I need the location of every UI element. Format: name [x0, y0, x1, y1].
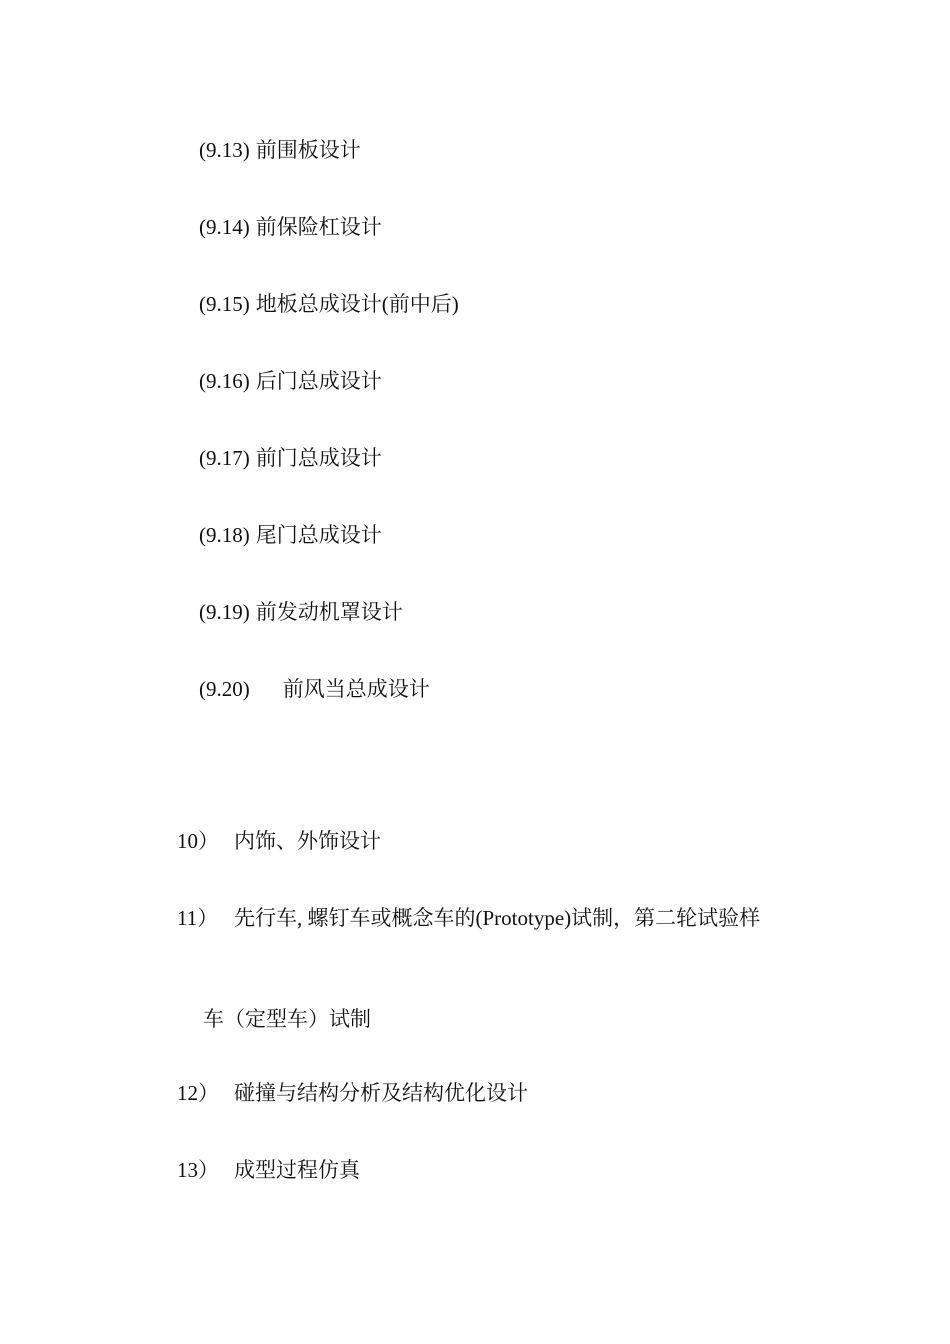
- item-number: (9.14): [199, 215, 250, 239]
- item-text: 前门总成设计: [255, 446, 382, 470]
- item-text: 后门总成设计: [255, 369, 382, 393]
- item-text: 前保险杠设计: [255, 215, 382, 239]
- main-item-11: [177, 904, 760, 932]
- item-number: (9.20): [199, 677, 250, 701]
- item-number: (9.18): [199, 523, 250, 547]
- item-text: 前围板设计: [255, 138, 361, 162]
- item-number: (9.16): [199, 369, 250, 393]
- item-number: 12）: [177, 1081, 219, 1105]
- item-text: 前发动机罩设计: [255, 600, 403, 624]
- sub-item-9-15: [199, 290, 459, 318]
- sub-item-9-13: [199, 136, 361, 164]
- sub-item-9-17: [199, 444, 382, 472]
- item-number: 13）: [177, 1158, 219, 1182]
- item-text: 内饰、外饰设计: [234, 829, 381, 853]
- item-number: 10）: [177, 829, 219, 853]
- sub-item-9-16: [199, 367, 382, 395]
- item-number: (9.17): [199, 446, 250, 470]
- sub-item-9-18: [199, 521, 382, 549]
- item-number: (9.15): [199, 292, 250, 316]
- sub-item-9-14: [199, 213, 382, 241]
- item-text: 地板总成设计(前中后): [255, 292, 459, 316]
- item-text: 先行车, 螺钉车或概念车的(Prototype)试制，第二轮试验样: [234, 906, 761, 930]
- item-number: 11）: [177, 906, 219, 930]
- item-number: (9.19): [199, 600, 250, 624]
- item-text: 前风当总成设计: [282, 677, 430, 701]
- item-text: 成型过程仿真: [234, 1158, 360, 1182]
- main-item-12: [177, 1079, 528, 1107]
- item-number: (9.13): [199, 138, 250, 162]
- item-text: 尾门总成设计: [255, 523, 382, 547]
- main-item-13: [177, 1156, 360, 1184]
- main-item-11-continuation: 车（定型车）试制: [203, 1007, 371, 1031]
- sub-item-9-19: [199, 598, 403, 626]
- sub-item-9-20: [199, 675, 430, 703]
- item-text: 碰撞与结构分析及结构优化设计: [234, 1081, 528, 1105]
- main-item-10: [177, 827, 381, 855]
